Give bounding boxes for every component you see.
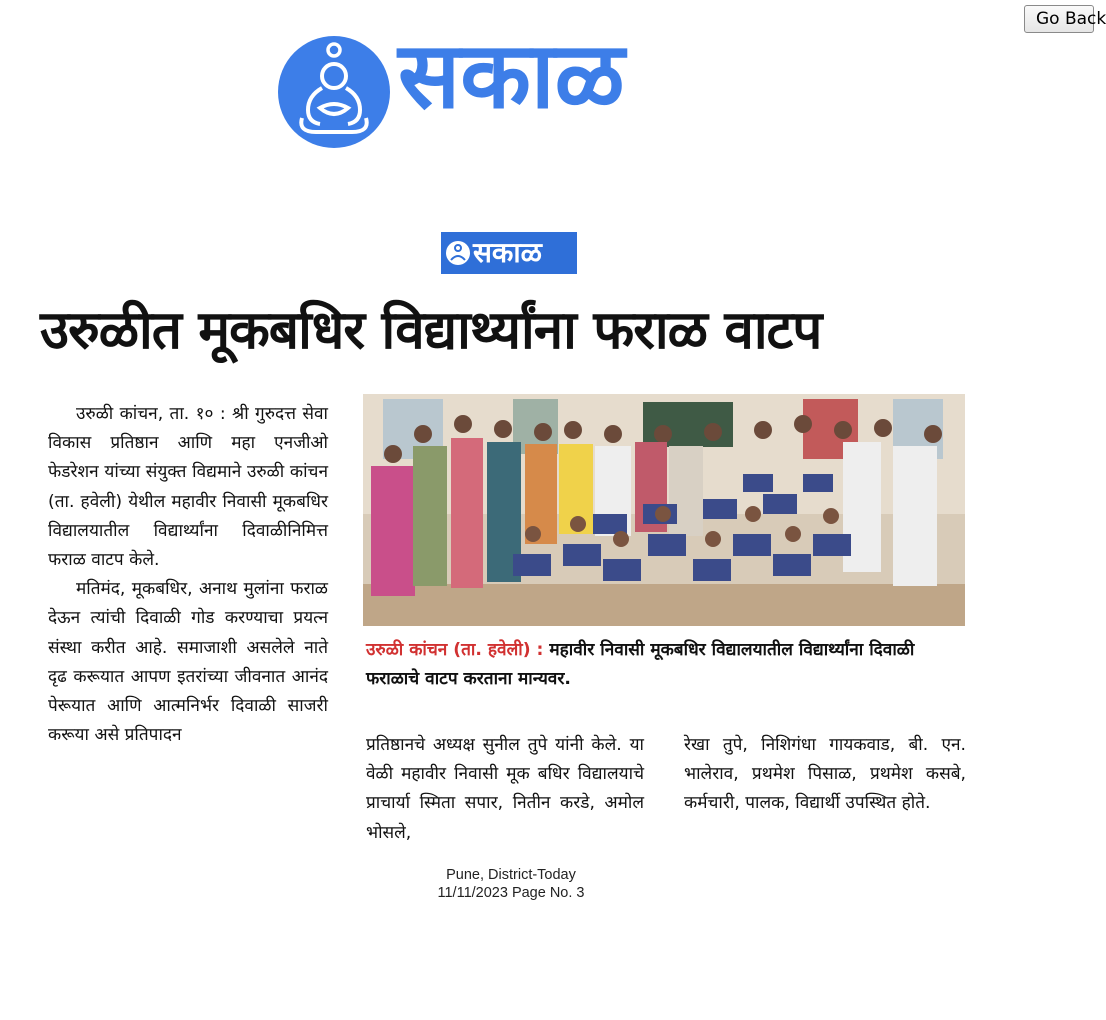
small-sakal-logo: [441, 232, 577, 274]
small-emblem-icon: [445, 240, 471, 266]
edition-footer: [400, 866, 622, 902]
article-column-1: [48, 400, 328, 750]
caption-text: महावीर निवासी मूकबधिर विद्यालयातील विद्यार्थ्यांना दिवाळी फराळाचे वाटप करताना मान्यवर.: [366, 640, 915, 689]
date-page-line: 11/11/2023 Page No. 3: [437, 885, 585, 901]
paragraph-column-3: रेखा तुपे, निशिगंधा गायकवाड, बी. एन. भालेराव, प्रथमेश पिसाळ, प्रथमेश कसबे, कर्मचारी, पालक, विद्यार्थी उपस्थित होते.: [684, 735, 966, 814]
article-headline: उरुळीत मूकबधिर विद्यार्थ्यांना फराळ वाटप: [40, 300, 822, 361]
paragraph-intro: उरुळी कांचन, ता. १० : श्री गुरुदत्त सेवा विकास प्रतिष्ठान आणि महा एनजीओ फेडरेशन यांच्या संयुक्त विद्यमाने उरुळी कांचन (ता. हवेली) येथील महावीर निवासी मूकबधिर विद्यालयातील विद्यार्थ्यांना दिवाळीनिमित्त फराळ वाटप केले.: [48, 404, 328, 571]
masthead-logo: [278, 22, 748, 154]
go-back-button[interactable]: Go Back: [1024, 5, 1094, 33]
article-column-2: [366, 731, 644, 848]
small-logo-text: सकाळ: [473, 236, 542, 269]
photo-caption: [366, 636, 966, 694]
caption-place: उरुळी कांचन (ता. हवेली) :: [366, 640, 544, 660]
edition-line: Pune, District-Today: [446, 867, 576, 883]
masthead-title: सकाळ: [398, 22, 625, 129]
group-photo-image: [363, 394, 965, 626]
article-column-3: [684, 731, 966, 819]
paragraph-second: मतिमंद, मूकबधिर, अनाथ मुलांना फराळ देऊन त्यांची दिवाळी गोड करण्याचा प्रयत्न संस्था करीत आहे. समाजाशी असलेले नाते दृढ करूयात आपण इतरांच्या जीवनात आनंद पेरूयात आणि आत्मनिर्भर दिवाळी साजरी करूया असे प्रतिपादन: [48, 579, 328, 746]
paragraph-column-2: प्रतिष्ठानचे अध्यक्ष सुनील तुपे यांनी केले. या वेळी महावीर निवासी मूक बधिर विद्यालयाचे प्राचार्या स्मिता सपार, नितीन करडे, अमोल भोसले,: [366, 735, 644, 843]
event-photo: [363, 394, 965, 626]
sakal-emblem-icon: [278, 36, 390, 148]
